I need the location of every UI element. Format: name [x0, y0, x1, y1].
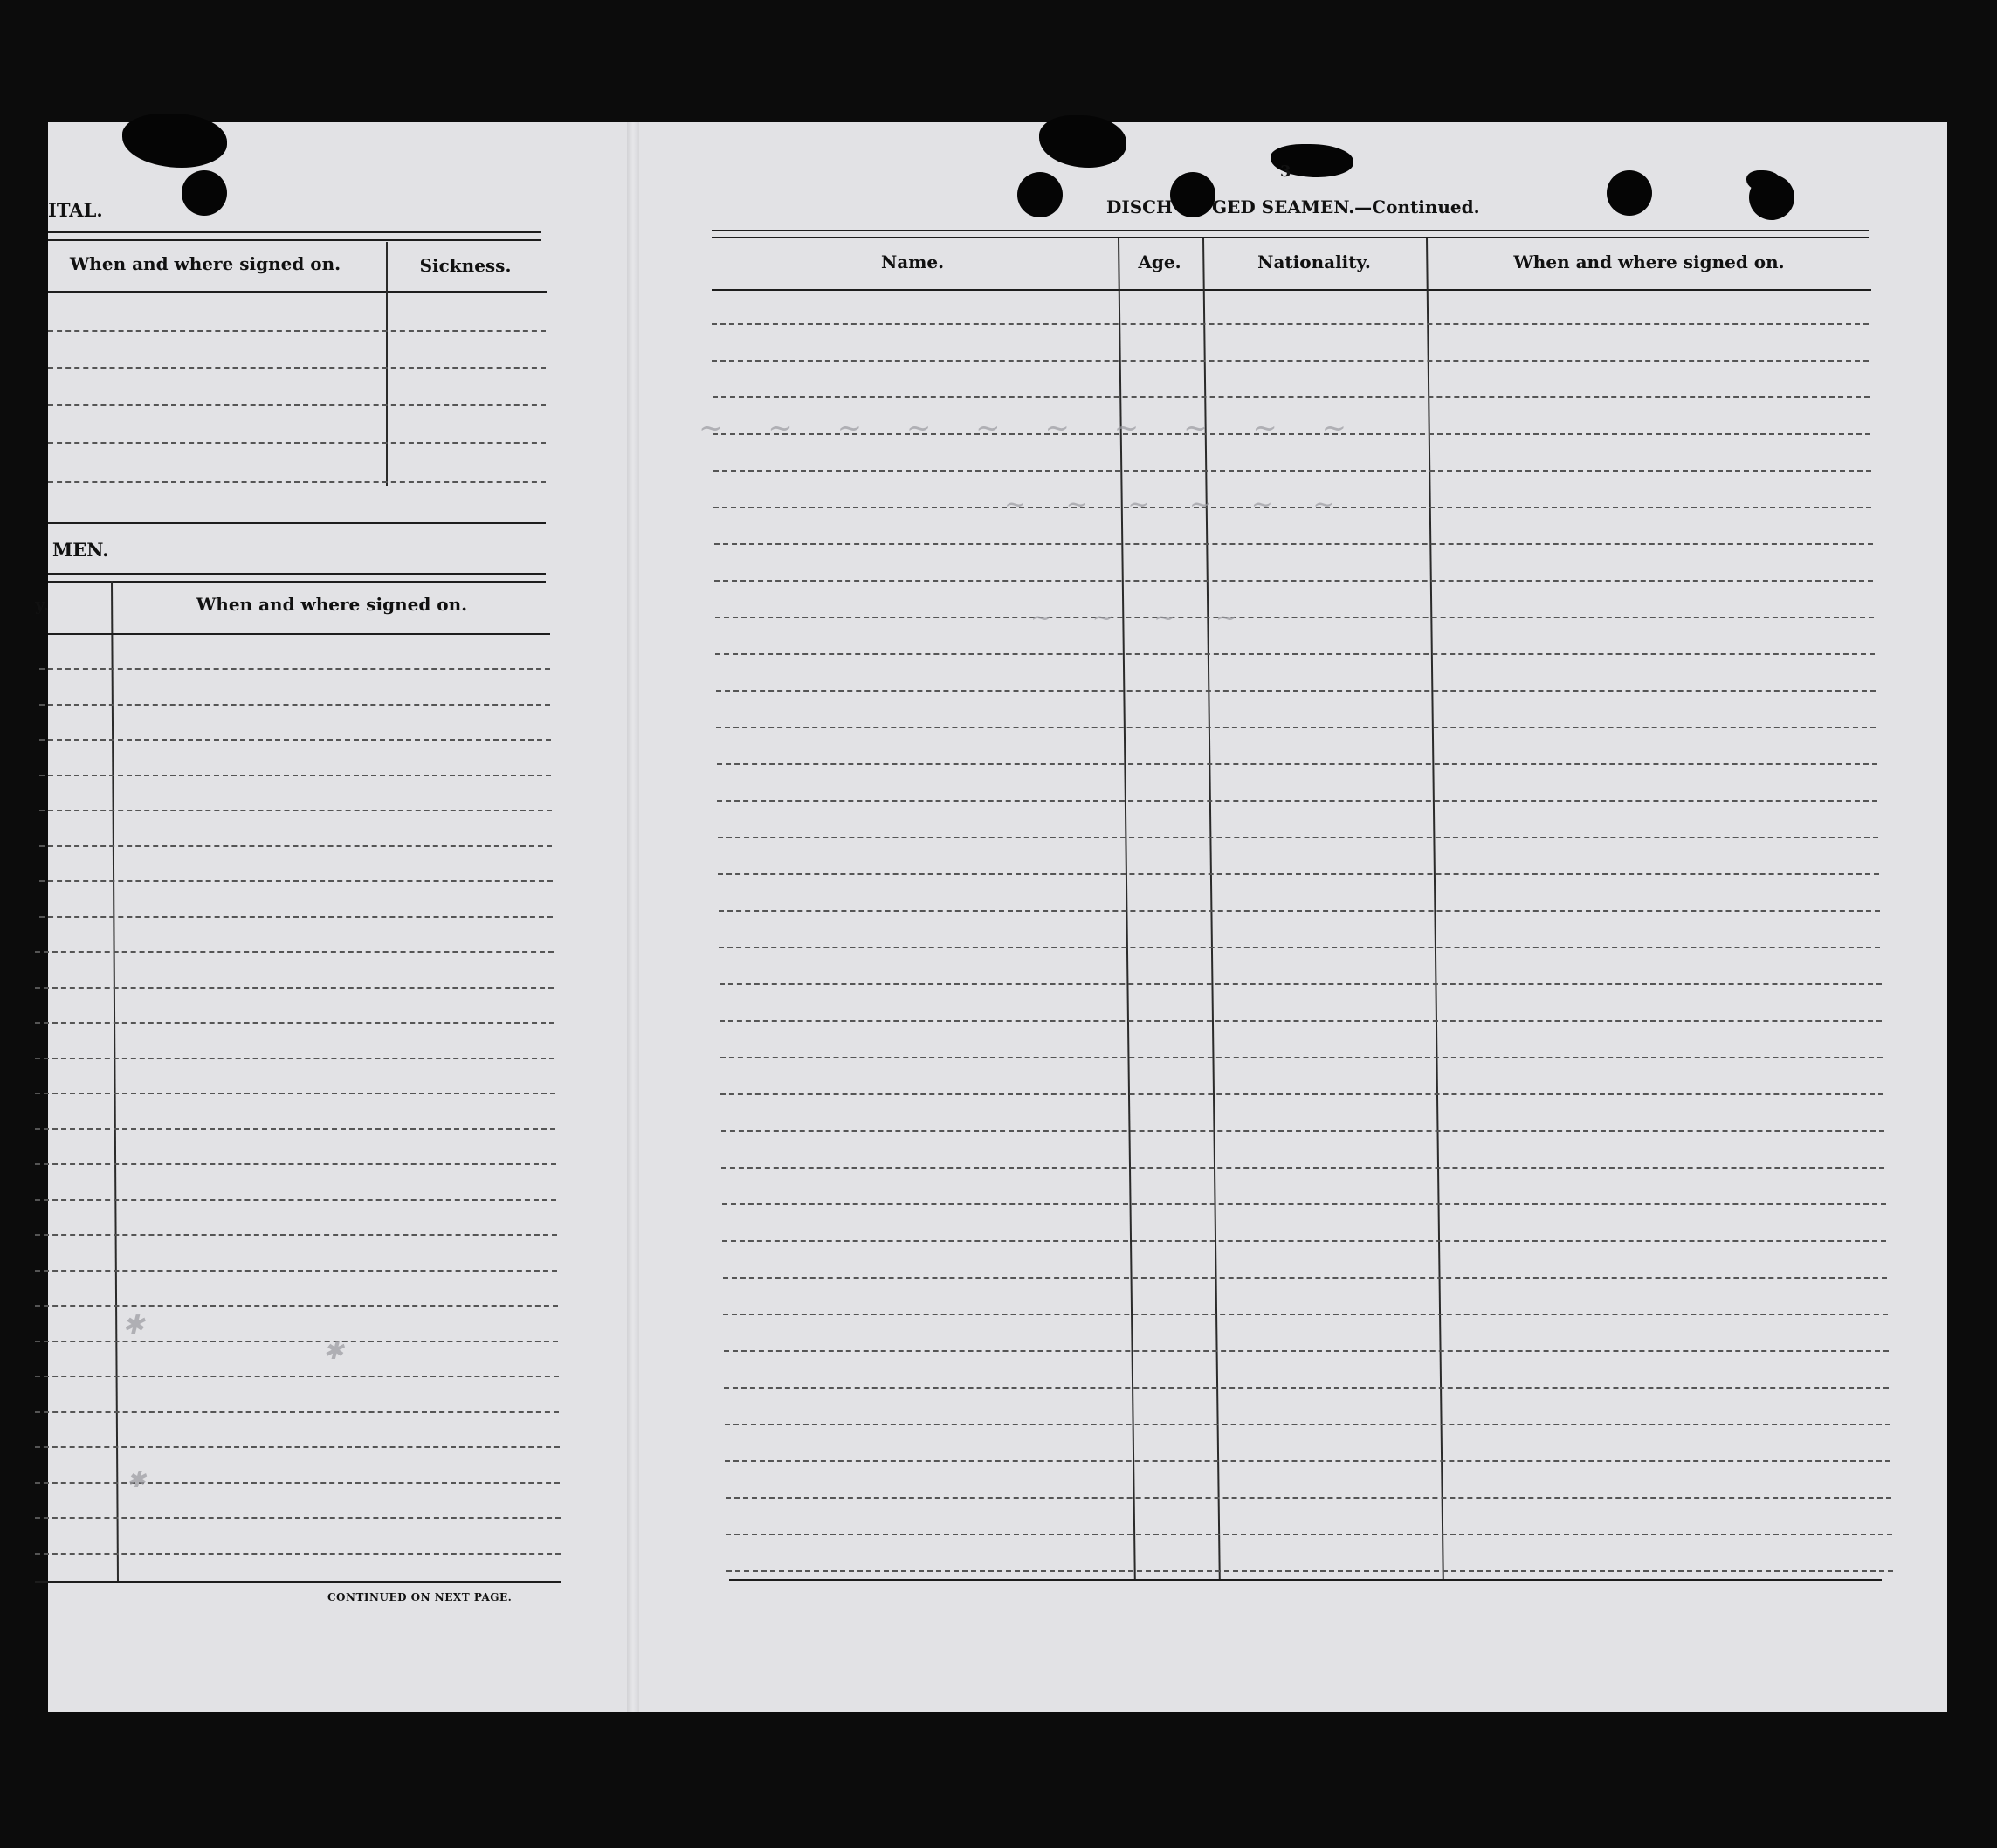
- header-rule: [48, 239, 541, 241]
- left-section-title-hospital: ITAL.: [48, 199, 103, 221]
- bleed-through-handwriting: ~ ~ ~ ~: [1030, 603, 1254, 633]
- punch-hole: [182, 170, 227, 216]
- column-header-when-where-signed-on-2: When and where signed on.: [196, 594, 468, 615]
- table-bottom-rule: [35, 1581, 561, 1583]
- left-section-title-seamen: MEN.: [52, 539, 109, 561]
- column-header-rule: [48, 291, 547, 293]
- footer-continued-on-next-page: CONTINUED ON NEXT PAGE.: [327, 1591, 513, 1603]
- punch-hole: [1749, 175, 1794, 220]
- punch-hole: [1607, 170, 1652, 216]
- column-header-nationality-partial: y.: [35, 594, 50, 615]
- header-rule: [48, 581, 546, 583]
- header-rule: [48, 231, 541, 233]
- punch-hole: [1170, 172, 1215, 217]
- section-title-part-1: DISCH: [1106, 197, 1173, 217]
- stamp-smudge: ✱: [323, 1336, 344, 1365]
- punch-hole: [1017, 172, 1063, 217]
- entry-line: [48, 330, 546, 332]
- header-rule: [712, 230, 1869, 231]
- header-rule: [48, 573, 546, 575]
- column-header-when-where-signed-on: When and where signed on.: [69, 253, 341, 274]
- entry-line: [48, 481, 546, 483]
- column-header-age: Age.: [1138, 252, 1181, 272]
- column-header-when-where-signed-on-right: When and where signed on.: [1513, 252, 1785, 272]
- page-fold: [627, 122, 639, 1712]
- table-bottom-rule: [729, 1579, 1882, 1581]
- bleed-through-handwriting: ~ ~ ~ ~ ~ ~ ~ ~ ~ ~: [699, 410, 1365, 445]
- entry-line: [48, 442, 546, 444]
- stamp-smudge: ✱: [127, 1467, 146, 1493]
- bleed-through-handwriting: ~ ~ ~ ~ ~ ~: [1004, 489, 1351, 520]
- column-header-nationality: Nationality.: [1257, 252, 1371, 272]
- column-header-rule: [712, 289, 1871, 291]
- entry-line: [48, 404, 546, 406]
- header-rule: [712, 237, 1869, 238]
- column-divider: [386, 242, 388, 486]
- entry-line: [48, 367, 546, 369]
- page-number: 3: [1280, 162, 1291, 181]
- section-title-part-2: GED SEAMEN.—Continued.: [1212, 197, 1480, 217]
- column-header-name: Name.: [880, 252, 945, 272]
- table-bottom-rule: [48, 522, 546, 524]
- stamp-smudge: ✱: [122, 1310, 145, 1341]
- column-header-sickness: Sickness.: [419, 255, 512, 276]
- column-header-rule: [48, 633, 550, 635]
